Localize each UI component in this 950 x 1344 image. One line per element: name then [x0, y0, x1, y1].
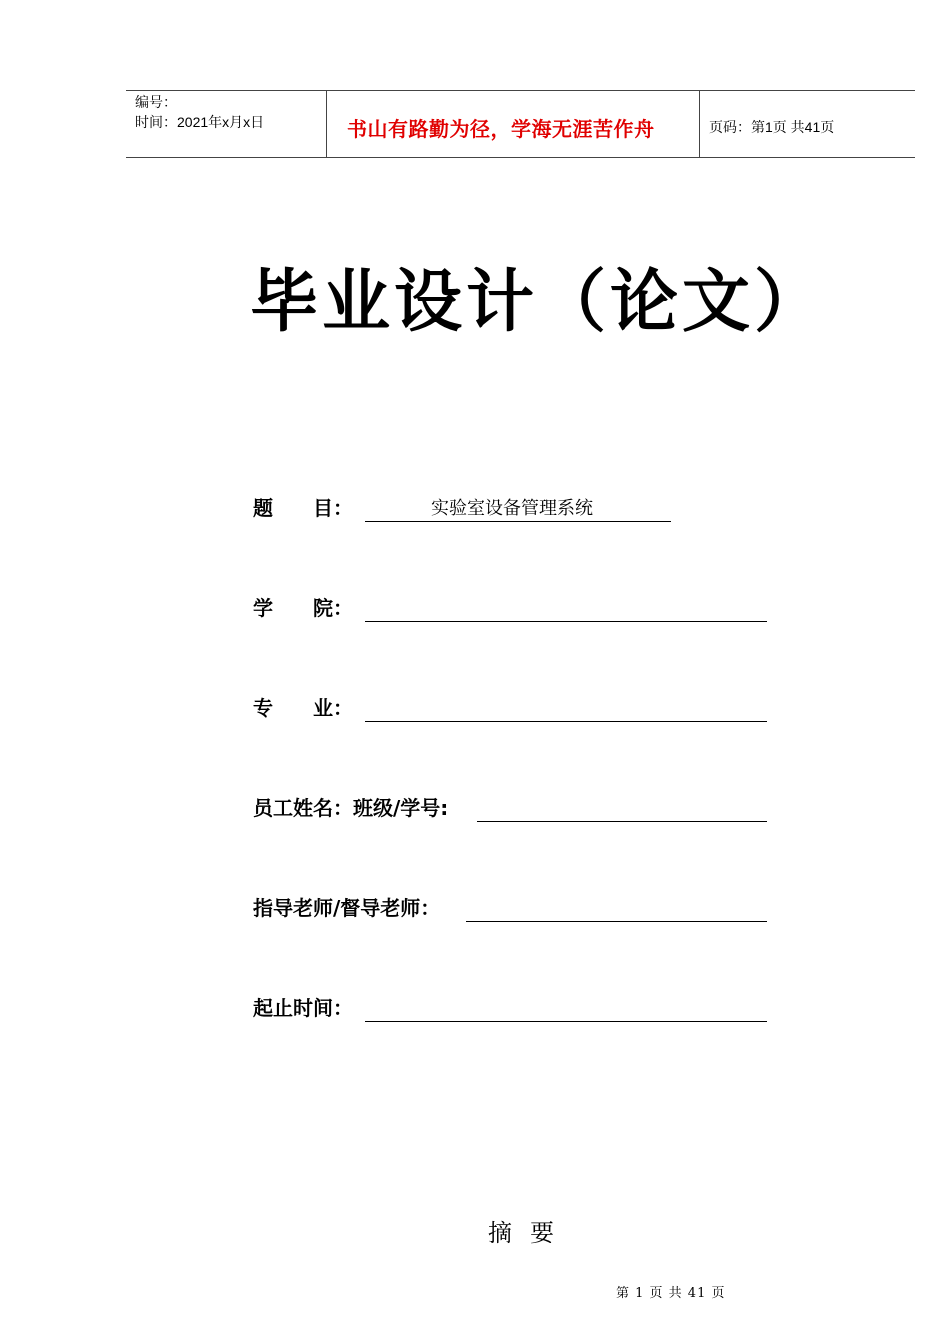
abstract-heading: 摘要 — [488, 1219, 572, 1247]
header-page-cell — [700, 91, 915, 157]
header-left-cell — [126, 91, 327, 157]
topic-underline — [365, 520, 671, 522]
header-page-info: 页码：第1页 共41页 — [709, 119, 835, 135]
topic-label: 题 目： — [253, 496, 353, 520]
college-field — [253, 592, 768, 622]
student-underline — [477, 820, 767, 822]
period-field — [253, 992, 768, 1022]
college-label: 学 院： — [253, 596, 353, 620]
period-underline — [365, 1020, 767, 1022]
period-label: 起止时间： — [253, 996, 353, 1020]
header-motto-cell — [327, 91, 700, 157]
thesis-title: 毕业设计（论文） — [250, 262, 827, 342]
major-label: 专 业： — [253, 696, 353, 720]
major-underline — [365, 720, 767, 722]
major-field — [253, 692, 768, 722]
college-underline — [365, 620, 767, 622]
footer-page-info: 第 1 页 共 41 页 — [616, 1286, 726, 1301]
header-motto: 书山有路勤为径，学海无涯苦作舟 — [347, 117, 655, 141]
advisor-underline — [466, 920, 767, 922]
student-label: 员工姓名：班级/学号: — [253, 796, 449, 820]
topic-value: 实验室设备管理系统 — [431, 498, 593, 519]
document-time-label: 时间：2021年x月x日 — [135, 114, 265, 130]
document-header — [126, 90, 915, 158]
topic-field — [253, 492, 673, 522]
student-field — [253, 792, 768, 822]
document-number-label: 编号： — [135, 94, 177, 110]
advisor-label: 指导老师/督导老师： — [253, 896, 441, 920]
advisor-field — [253, 892, 768, 922]
